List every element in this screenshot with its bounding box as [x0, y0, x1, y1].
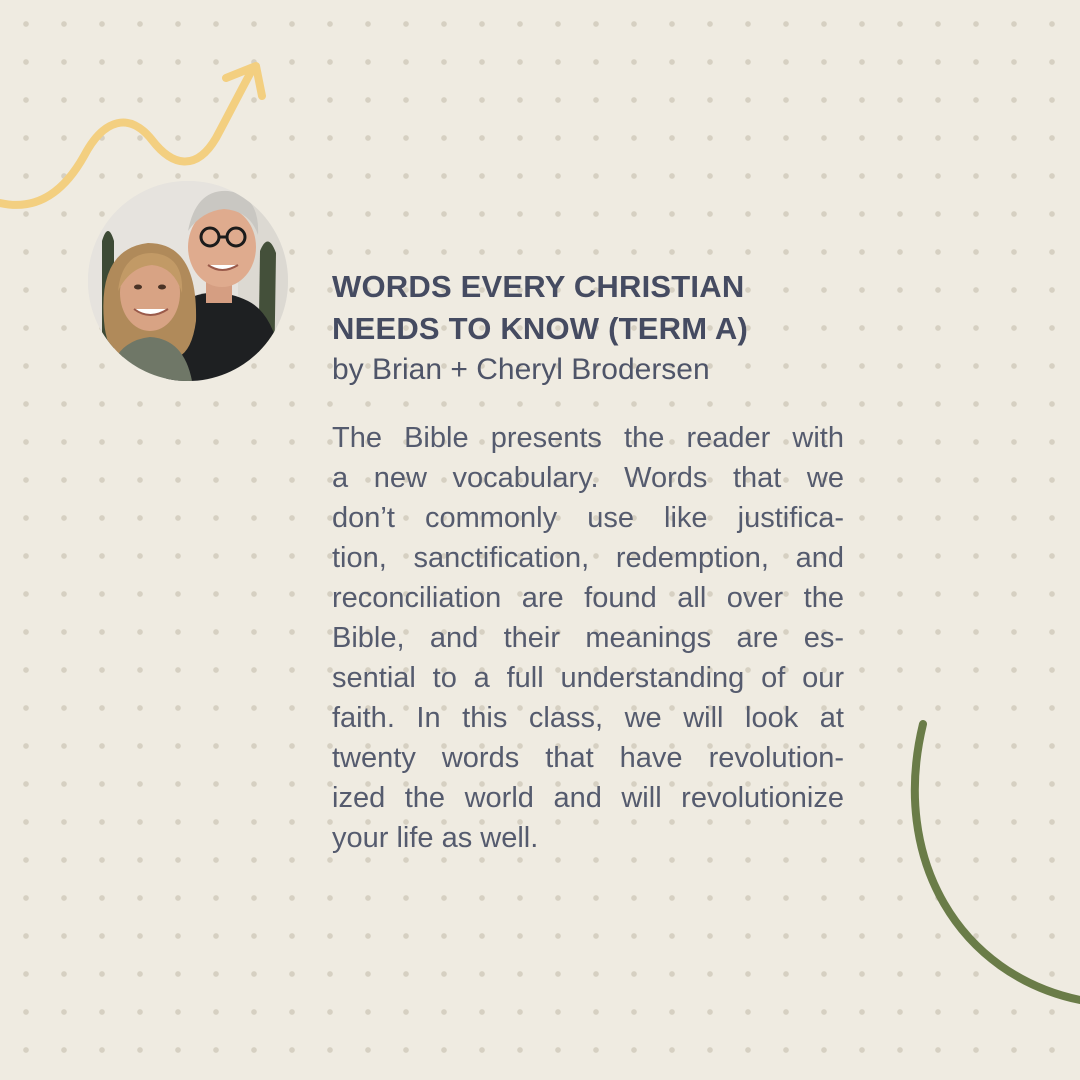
description-line: sential to a full understanding of our	[332, 662, 844, 694]
course-title-line: NEEDS TO KNOW (TERM A)	[332, 311, 748, 346]
description-line: faith. In this class, we will look at	[332, 702, 844, 734]
instructors-photo	[88, 181, 288, 381]
description-line: Bible, and their meanings are es-	[332, 622, 844, 654]
description-line: your life as well.	[332, 822, 539, 854]
course-description	[332, 418, 844, 858]
description-line: twenty words that have revolution-	[332, 742, 844, 774]
description-line: tion, sanctification, redemption, and	[332, 542, 844, 574]
description-line: don’t commonly use like justifica-	[332, 502, 844, 534]
description-line: a new vocabulary. Words that we	[332, 462, 844, 494]
description-line: reconciliation are found all over the	[332, 582, 844, 614]
course-title-line: WORDS EVERY CHRISTIAN	[332, 269, 745, 304]
description-line: ized the world and will revolutionize	[332, 782, 844, 814]
squiggle-arrow-icon	[0, 66, 262, 205]
green-arc-shape	[915, 724, 1080, 1000]
course-title	[332, 266, 844, 350]
description-line: The Bible presents the reader with	[332, 422, 844, 454]
course-byline: by Brian + Cheryl Brodersen	[332, 353, 710, 386]
course-card	[332, 266, 844, 858]
